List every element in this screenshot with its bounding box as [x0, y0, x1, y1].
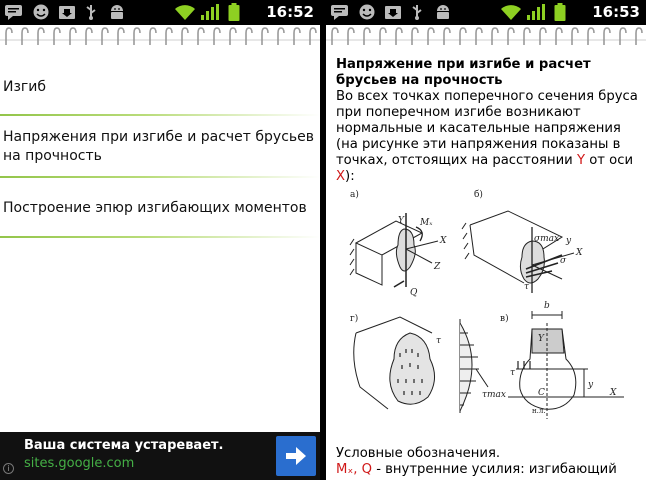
ad-go-button[interactable]: [276, 436, 316, 476]
section-v: [508, 311, 624, 419]
download-icon: [384, 4, 402, 20]
menu-item-label: Изгиб: [3, 79, 47, 95]
centroid-label: C: [538, 388, 545, 398]
neutral-axis-label: н.л.: [532, 407, 546, 415]
smiley-icon: [32, 4, 50, 20]
axis-z-a: Z: [434, 262, 441, 272]
article-body: [336, 89, 642, 185]
axis-x-a: X: [440, 236, 447, 246]
dist-y-b: y: [566, 236, 572, 246]
ad-banner[interactable]: [0, 432, 320, 480]
legend-desc: - внутренние усилия: изгибающий: [376, 462, 617, 477]
notebook-spiral: [326, 25, 646, 51]
article-title: Напряжение при изгибе и расчет брусьев на прочность: [336, 57, 591, 88]
ad-url[interactable]: sites.google.com: [24, 456, 135, 471]
notebook-spiral: [0, 25, 320, 51]
menu-item-bending[interactable]: [0, 78, 320, 97]
label-g: г): [350, 314, 359, 324]
signal-icon: [200, 4, 220, 21]
arrow-right-icon: [276, 436, 316, 476]
message-icon: [330, 4, 350, 20]
left-screen: [0, 0, 320, 480]
divider: [0, 236, 320, 238]
menu-item-label: Построение эпюр изгибающих моментов: [3, 200, 307, 216]
tau-max-label: τmax: [482, 390, 506, 400]
usb-icon: [410, 4, 424, 20]
divider: [0, 176, 320, 178]
divider: [0, 114, 320, 116]
tau-label-v: τ: [510, 368, 515, 378]
signal-icon: [526, 4, 546, 21]
shear-label: Q: [410, 288, 418, 298]
label-a: а): [350, 190, 359, 200]
right-screen: [326, 0, 646, 480]
var-x: X: [336, 169, 346, 184]
var-y: Y: [576, 153, 586, 168]
download-icon: [58, 4, 76, 20]
legend-line: [336, 462, 642, 478]
axis-y-a: Y: [398, 216, 404, 226]
beam-g: [354, 317, 435, 409]
battery-icon: [554, 3, 566, 22]
tau-label-b: τ: [524, 282, 529, 292]
axis-y-v: Y: [538, 334, 544, 344]
axis-x-v: X: [610, 388, 617, 398]
label-b: б): [474, 190, 483, 200]
usb-icon: [84, 4, 98, 20]
status-bar: [0, 0, 320, 25]
tau-label-g: τ: [436, 336, 441, 346]
android-icon: [108, 4, 126, 20]
beam-b: [462, 211, 574, 293]
legend-var: Mₓ, Q: [336, 462, 372, 477]
sigma-max-label: σmax: [534, 234, 560, 244]
info-icon[interactable]: i: [3, 463, 14, 474]
label-v: в): [500, 314, 509, 324]
legend-text: [336, 446, 642, 478]
status-time: 16:53: [592, 3, 640, 21]
body-text: ):: [345, 169, 355, 184]
wifi-icon: [500, 3, 522, 21]
body-text: Во всех точках поперечного сечения бруса при поперечном изгибе возникают нормальные и касательные напряжения (на рисунке эти напряжения показаны в точках, отстоящих на расстоянии: [336, 89, 638, 168]
battery-icon: [228, 3, 240, 22]
menu-item-stresses[interactable]: [0, 128, 320, 166]
menu-item-label: Напряжения при изгибе и расчет брусьев на прочность: [3, 129, 315, 164]
android-icon: [434, 4, 452, 20]
sigma-label: σ: [560, 256, 567, 266]
width-b-label: b: [544, 301, 550, 311]
moment-label: Mₓ: [420, 218, 433, 228]
legend-heading: Условные обозначения.: [336, 446, 501, 461]
message-icon: [4, 4, 24, 20]
menu-item-diagrams[interactable]: [0, 199, 320, 218]
dist-y-v: y: [588, 380, 594, 390]
wifi-icon: [174, 3, 196, 21]
status-bar: [326, 0, 646, 25]
axis-x-b: X: [576, 248, 583, 258]
article: [336, 57, 642, 185]
status-time: 16:52: [266, 3, 314, 21]
smiley-icon: [358, 4, 376, 20]
stress-figure: [348, 183, 624, 423]
body-text: от оси: [589, 153, 634, 168]
ad-title: Ваша система устаревает.: [24, 438, 224, 453]
